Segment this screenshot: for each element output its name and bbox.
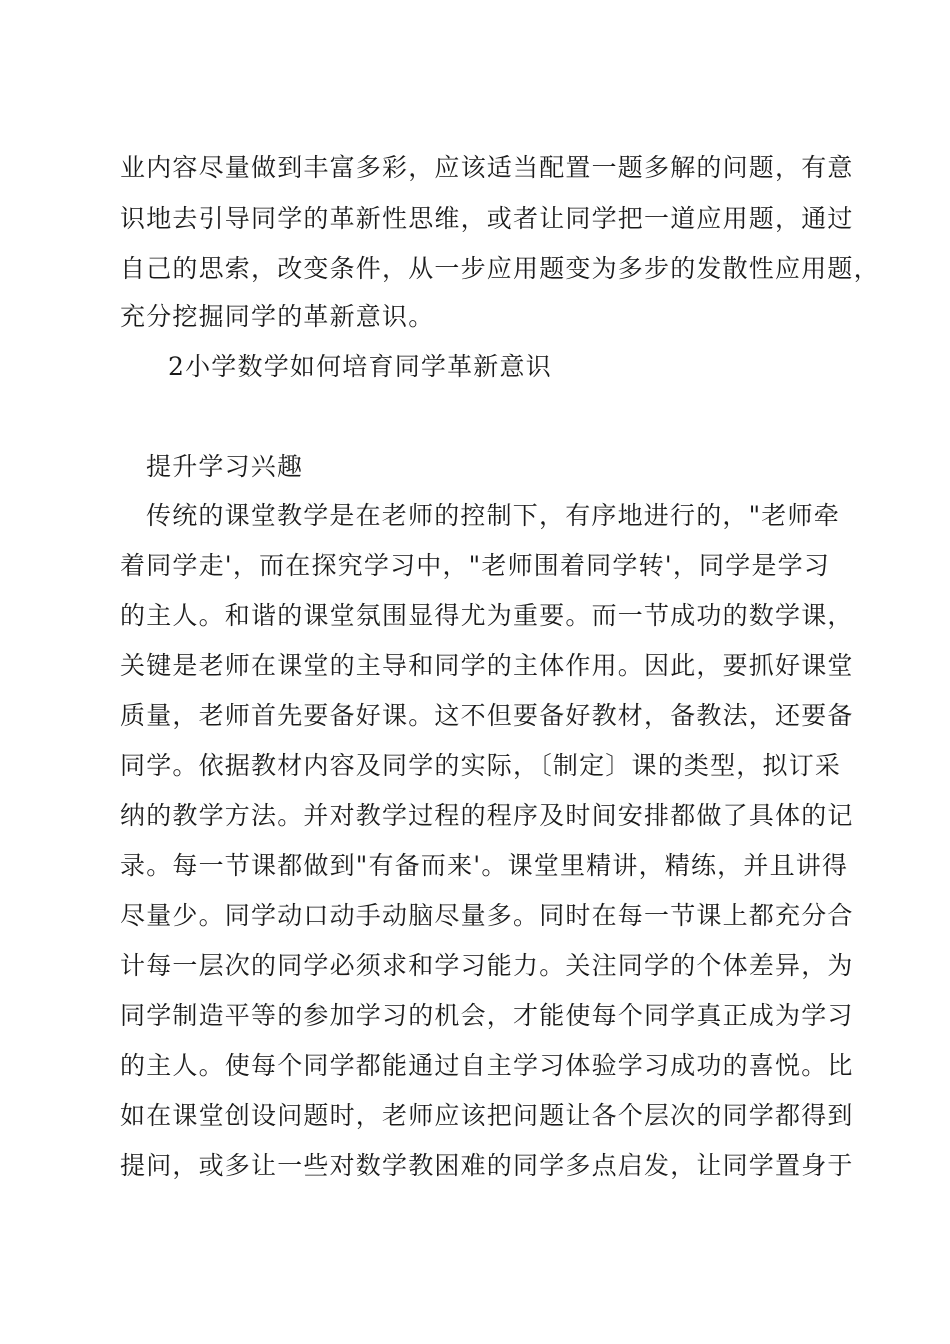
paragraph-line: 传统的课堂教学是在老师的控制下，有序地进行的，"老师牵 — [146, 501, 840, 530]
paragraph-line: 同学制造平等的参加学习的机会，才能使每个同学真正成为学习 — [120, 1001, 854, 1030]
paragraph-line: 提问，或多让一些对数学教困难的同学多点启发，让同学置身于 — [120, 1151, 854, 1180]
subheading: 提升学习兴趣 — [146, 452, 304, 481]
paragraph-line: 识地去引导同学的革新性思维，或者让同学把一道应用题，通过 — [120, 204, 854, 233]
paragraph-line: 质量，老师首先要备好课。这不但要备好教材，备教法，还要备 — [120, 701, 854, 730]
paragraph-line: 业内容尽量做到丰富多彩，应该适当配置一题多解的问题，有意 — [120, 153, 854, 182]
paragraph-line: 关键是老师在课堂的主导和同学的主体作用。因此，要抓好课堂 — [120, 651, 854, 680]
paragraph-line: 充分挖掘同学的革新意识。 — [120, 302, 435, 331]
paragraph-line: 的主人。使每个同学都能通过自主学习体验学习成功的喜悦。比 — [120, 1051, 854, 1080]
paragraph-line: 尽量少。同学动口动手动脑尽量多。同时在每一节课上都充分合 — [120, 901, 854, 930]
paragraph-line: 同学。依据教材内容及同学的实际，〔制定〕课的类型，拟订采 — [120, 751, 842, 780]
paragraph-line: 如在课堂创设问题时，老师应该把问题让各个层次的同学都得到 — [120, 1101, 854, 1130]
paragraph-line: 着同学走'，而在探究学习中，"老师围着同学转'，同学是学习 — [120, 551, 831, 580]
paragraph-line: 的主人。和谐的课堂氛围显得尤为重要。而一节成功的数学课， — [120, 601, 854, 630]
section-heading: 2小学数学如何培育同学革新意识 — [168, 352, 552, 381]
paragraph-line: 录。每一节课都做到"有备而来'。课堂里精讲，精练，并且讲得 — [120, 851, 849, 880]
paragraph-line: 纳的教学方法。并对教学过程的程序及时间安排都做了具体的记 — [120, 801, 854, 830]
paragraph-line: 计每一层次的同学必须求和学习能力。关注同学的个体差异，为 — [120, 951, 854, 980]
paragraph-line: 自己的思索，改变条件，从一步应用题变为多步的发散性应用题， — [120, 254, 880, 283]
